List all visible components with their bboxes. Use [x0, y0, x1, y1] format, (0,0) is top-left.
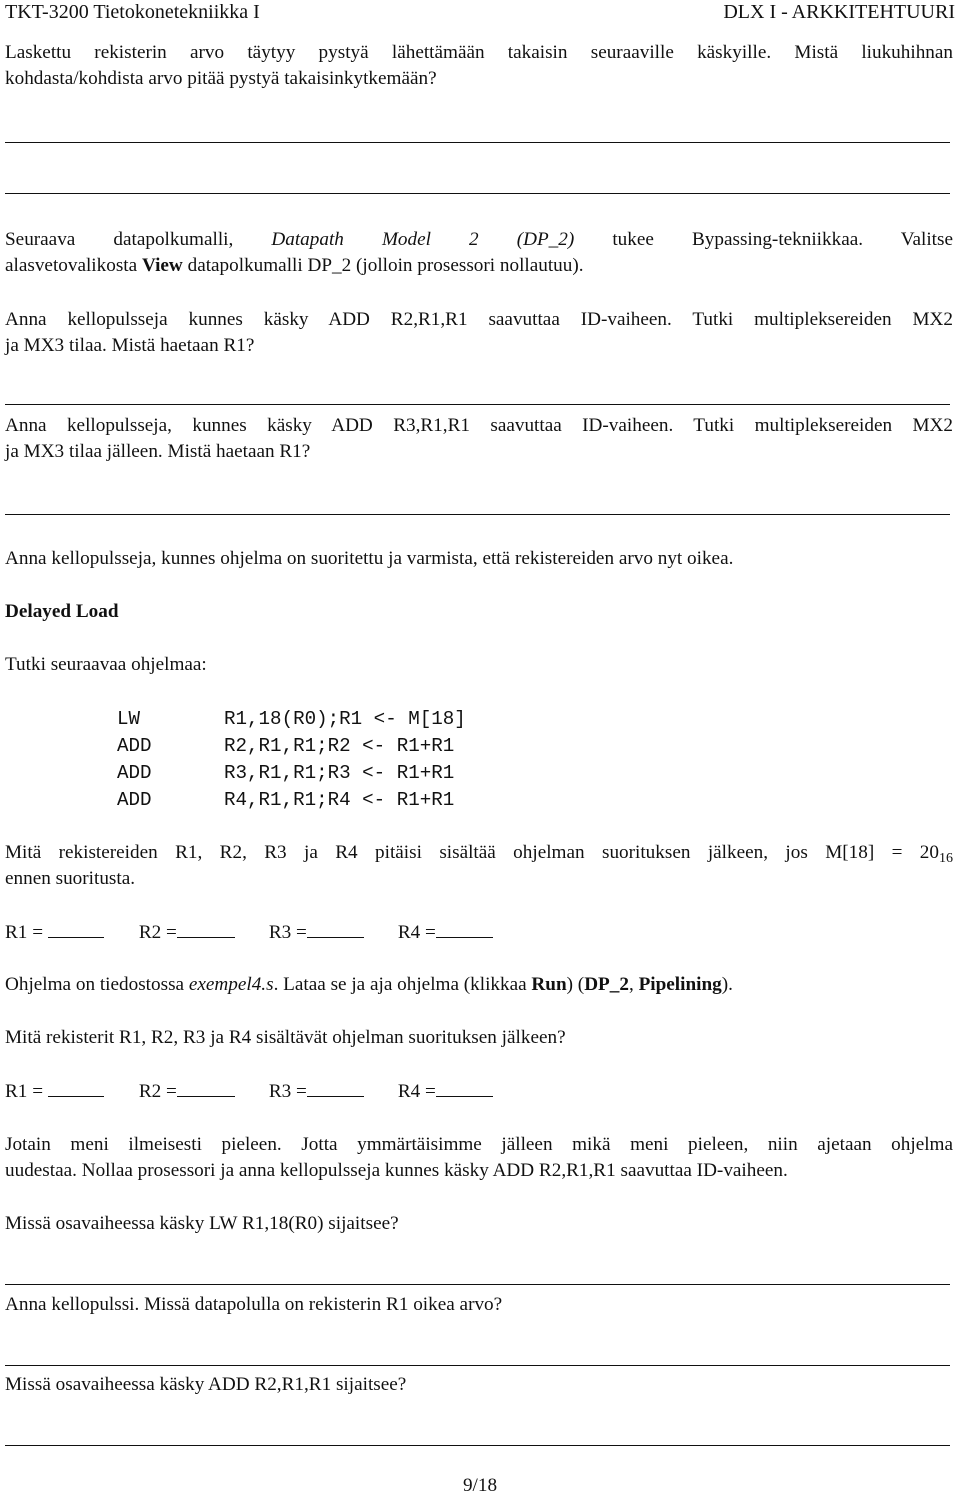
r4-label: R4 =: [397, 1081, 436, 1102]
p4-line1: Anna kellopulsseja, kunnes käsky ADD R3,R1,R1 saavuttaa ID-vaiheen. Tutki multipleksereiden MX2: [5, 415, 953, 436]
p2-text-c: alasvetovalikosta: [5, 255, 142, 276]
p13-text: Missä osavaiheessa käsky ADD R2,R1,R1 sijaitsee?: [5, 1374, 407, 1395]
p7-line2: ennen suoritusta.: [5, 868, 136, 889]
p8-text-d: ,: [628, 974, 639, 995]
file-name: exempel4.s: [188, 974, 274, 995]
answer-line: [5, 404, 950, 405]
p8-text-c: ) (: [566, 974, 585, 995]
p2-text-a: Seuraava datapolkumalli,: [5, 229, 272, 250]
r1-label: R1 =: [5, 1081, 44, 1102]
program-args: R3,R1,R1;R3 <- R1+R1: [224, 762, 455, 784]
program-args: R1,18(R0);R1 <- M[18]: [224, 708, 466, 730]
p5-text: Anna kellopulsseja, kunnes ohjelma on suoritettu ja varmista, että rekistereiden arvo nyt oikea.: [5, 548, 734, 569]
p1-line1: Laskettu rekisterin arvo täytyy pystyä lähettämään takaisin seuraaville käskyille. Mistä liukuhihnan: [5, 42, 953, 63]
r3-label: R3 =: [268, 922, 307, 943]
view-menu-label: View: [141, 255, 183, 276]
p12-text: Anna kellopulssi. Missä datapolulla on rekisterin R1 oikea arvo?: [5, 1294, 503, 1315]
p2-line2: [5, 253, 584, 279]
answer-line: [5, 514, 950, 515]
p2-text-b: tukee Bypassing-tekniikkaa. Valitse: [574, 229, 953, 250]
dp2-label: DP_2: [584, 974, 629, 995]
p1-line2: kohdasta/kohdista arvo pitää pystyä takaisinkytkemään?: [5, 68, 437, 89]
p4-line2: ja MX3 tilaa jälleen. Mistä haetaan R1?: [5, 441, 311, 462]
program-args: R2,R1,R1;R2 <- R1+R1: [224, 735, 455, 757]
r1-blank[interactable]: [48, 919, 104, 938]
p9-text: Mitä rekisterit R1, R2, R3 ja R4 sisältävät ohjelman suorituksen jälkeen?: [5, 1027, 566, 1048]
course-title: TKT-3200 Tietokonetekniikka I: [5, 1, 260, 23]
program-op: ADD: [117, 789, 152, 811]
section-title: DLX I - ARKKITEHTUURI: [723, 1, 955, 23]
pipelining-label: Pipelining: [638, 974, 722, 995]
p8-text-b: . Lataa se ja aja ohjelma (klikkaa: [273, 974, 532, 995]
r3-label: R3 =: [268, 1081, 307, 1102]
p7-line1: [5, 840, 953, 866]
r4-blank[interactable]: [436, 919, 493, 938]
datapath-model-name: Datapath Model 2 (DP_2): [271, 229, 575, 250]
p8-text-e: ).: [721, 974, 733, 995]
r2-label: R2 =: [138, 922, 177, 943]
r2-label: R2 =: [138, 1081, 177, 1102]
r4-label: R4 =: [397, 922, 436, 943]
r2-blank[interactable]: [177, 919, 235, 938]
program-args: R4,R1,R1;R4 <- R1+R1: [224, 789, 455, 811]
p7-text: Mitä rekistereiden R1, R2, R3 ja R4 pitäisi sisältää ohjelman suorituksen jälkeen, jos M[18] = 20: [5, 842, 939, 863]
r3-blank[interactable]: [307, 1078, 364, 1097]
p10-line2: uudestaa. Nollaa prosessori ja anna kellopulsseja kunnes käsky ADD R2,R1,R1 saavuttaa ID-vaiheen.: [5, 1160, 788, 1181]
page-number: 9/18: [462, 1475, 498, 1496]
r4-blank[interactable]: [436, 1078, 493, 1097]
answer-line: [5, 142, 950, 143]
p10-line1: Jotain meni ilmeisesti pieleen. Jotta ymmärtäisimme jälleen mikä meni pieleen, niin ajetaan ohjelma: [5, 1134, 953, 1155]
run-button-label: Run: [531, 974, 567, 995]
p3-line2: ja MX3 tilaa. Mistä haetaan R1?: [5, 335, 255, 356]
p8-text-a: Ohjelma on tiedostossa: [5, 974, 189, 995]
program-op: ADD: [117, 735, 152, 757]
r3-blank[interactable]: [307, 919, 364, 938]
r1-blank[interactable]: [48, 1078, 104, 1097]
p2-line1: [5, 227, 953, 253]
section-heading-delayed-load: Delayed Load: [5, 601, 119, 622]
program-op: ADD: [117, 762, 152, 784]
answer-line: [5, 1445, 950, 1446]
p11-text: Missä osavaiheessa käsky LW R1,18(R0) sijaitsee?: [5, 1213, 399, 1234]
p3-line1: Anna kellopulsseja kunnes käsky ADD R2,R1,R1 saavuttaa ID-vaiheen. Tutki multipleksereiden MX2: [5, 309, 953, 330]
p6-text: Tutki seuraavaa ohjelmaa:: [5, 654, 207, 675]
p8-line: [5, 972, 733, 998]
answer-line: [5, 1365, 950, 1366]
r1-label: R1 =: [5, 922, 44, 943]
r2-blank[interactable]: [177, 1078, 235, 1097]
expected-values-row: [5, 919, 493, 946]
hex-subscript: 16: [939, 851, 953, 866]
answer-line: [5, 193, 950, 194]
p2-text-d: datapolkumalli DP_2 (jolloin prosessori nollautuu).: [182, 255, 584, 276]
actual-values-row: [5, 1078, 493, 1105]
program-op: LW: [117, 708, 141, 730]
answer-line: [5, 1284, 950, 1285]
